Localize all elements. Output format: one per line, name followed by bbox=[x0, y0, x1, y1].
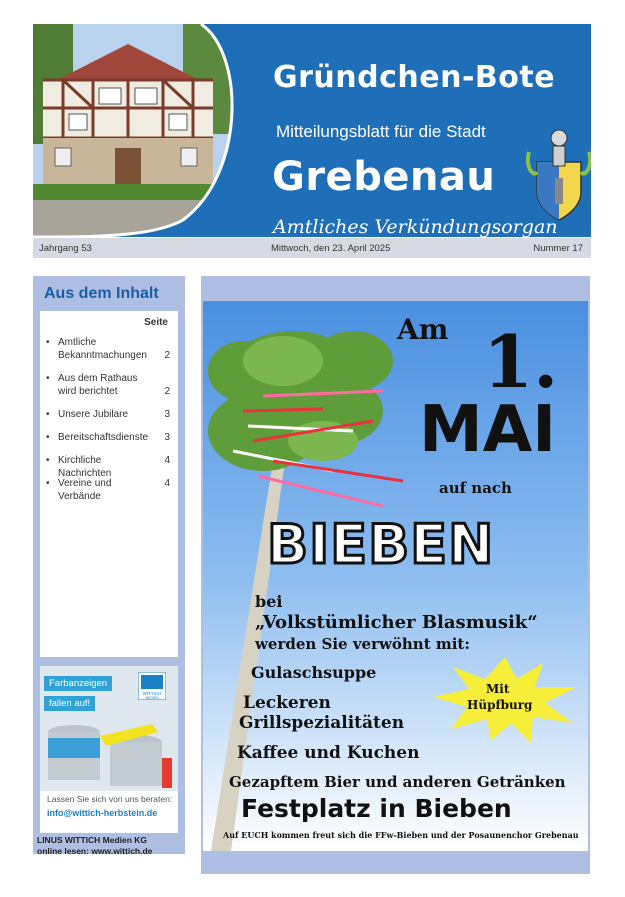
poster-offer-item: Gulaschsuppe bbox=[251, 663, 377, 682]
city-name: Grebenau bbox=[272, 154, 496, 200]
toc-item-label: Kirchliche Nachrichten bbox=[58, 455, 112, 479]
toc-item-page: 4 bbox=[164, 478, 170, 489]
ad-subheadline: fallen auf! bbox=[44, 696, 95, 711]
bullet-icon: • bbox=[46, 337, 50, 348]
ad-text: Lassen Sie sich von uns beraten: bbox=[47, 794, 173, 804]
poster-intro: werden Sie verwöhnt mit: bbox=[255, 635, 470, 653]
toc-item-page: 2 bbox=[164, 386, 170, 397]
paper-title: Gründchen-Bote bbox=[273, 60, 556, 95]
poster-footer: Auf EUCH kommen freut sich die FFw-Bieben und der Posaunenchor Grebenau bbox=[223, 830, 579, 840]
toc-item-page: 3 bbox=[164, 432, 170, 443]
publisher-info bbox=[33, 835, 185, 856]
advertisement[interactable] bbox=[40, 666, 178, 833]
starburst-text-line1: Mit bbox=[486, 682, 510, 696]
poster-date-number: 1. bbox=[483, 319, 559, 404]
publisher-name: LINUS WITTICH Medien KG bbox=[37, 835, 148, 845]
bullet-icon: • bbox=[46, 455, 50, 466]
issue-volume: Jahrgang 53 bbox=[39, 243, 92, 254]
ad-logo-line1: WITTICH bbox=[142, 691, 162, 696]
toc-item-label: Amtliche Bekanntmachungen bbox=[58, 337, 147, 361]
bullet-icon: • bbox=[46, 432, 50, 443]
poster-music: „Volkstümlicher Blasmusik“ bbox=[255, 612, 538, 633]
toc-item-label: Aus dem Rathaus wird berichtet bbox=[58, 373, 138, 397]
poster-offer-item: Leckeren bbox=[243, 693, 331, 713]
bullet-icon: • bbox=[46, 409, 50, 420]
toc-item[interactable] bbox=[46, 408, 172, 421]
event-poster bbox=[203, 301, 588, 851]
tagline: Amtliches Verkündungsorgan bbox=[273, 216, 558, 237]
half-timbered-house-photo bbox=[33, 24, 243, 237]
issue-date: Mittwoch, den 23. April 2025 bbox=[271, 243, 391, 254]
contents-sidebar bbox=[33, 276, 185, 854]
ad-email-link[interactable]: info@wittich-herbstein.de bbox=[47, 808, 158, 818]
poster-location: BIEBEN bbox=[267, 513, 495, 576]
toc-item[interactable] bbox=[46, 454, 172, 479]
toc-item[interactable] bbox=[46, 336, 172, 362]
toc-item-label: Unsere Jubilare bbox=[58, 409, 129, 420]
poster-am: Am bbox=[397, 313, 449, 346]
starburst-text-line2: Hüpfburg bbox=[467, 698, 533, 712]
toc-item-page: 4 bbox=[164, 455, 170, 466]
toc-heading: Aus dem Inhalt bbox=[44, 285, 159, 302]
ad-logo-line2: MEDIEN bbox=[145, 696, 159, 700]
toc-item-label: Vereine und Verbände bbox=[58, 478, 112, 502]
poster-offer-item: Grillspezialitäten bbox=[239, 713, 405, 733]
poster-bei: bei bbox=[255, 592, 283, 611]
toc-item-page: 3 bbox=[164, 409, 170, 420]
poster-offer-item: Gezapftem Bier und anderen Getränken bbox=[229, 773, 566, 791]
toc-list bbox=[40, 311, 178, 657]
poster-auf-nach: auf nach bbox=[439, 479, 512, 497]
toc-item-page: 2 bbox=[164, 350, 170, 361]
publisher-website[interactable]: online lesen: www.wittich.de bbox=[37, 846, 153, 856]
bullet-icon: • bbox=[46, 478, 50, 489]
toc-item[interactable] bbox=[46, 477, 172, 502]
wittich-medien-logo bbox=[138, 672, 166, 700]
poster-month: MAI bbox=[419, 393, 557, 467]
poster-offer-item: Kaffee und Kuchen bbox=[237, 743, 420, 763]
masthead bbox=[33, 24, 591, 237]
coat-of-arms-icon bbox=[523, 122, 591, 222]
toc-item[interactable] bbox=[46, 431, 172, 444]
toc-item[interactable] bbox=[46, 372, 172, 398]
paper-subtitle: Mitteilungsblatt für die Stadt bbox=[276, 122, 486, 141]
issue-number: Nummer 17 bbox=[533, 243, 583, 254]
toc-page-column-header: Seite bbox=[144, 317, 168, 328]
ad-headline: Farbanzeigen bbox=[44, 676, 112, 691]
poster-venue: Festplatz in Bieben bbox=[241, 794, 512, 823]
toc-item-label: Bereitschaftsdienste bbox=[58, 432, 149, 443]
issue-info-bar bbox=[33, 238, 591, 258]
bullet-icon: • bbox=[46, 373, 50, 384]
